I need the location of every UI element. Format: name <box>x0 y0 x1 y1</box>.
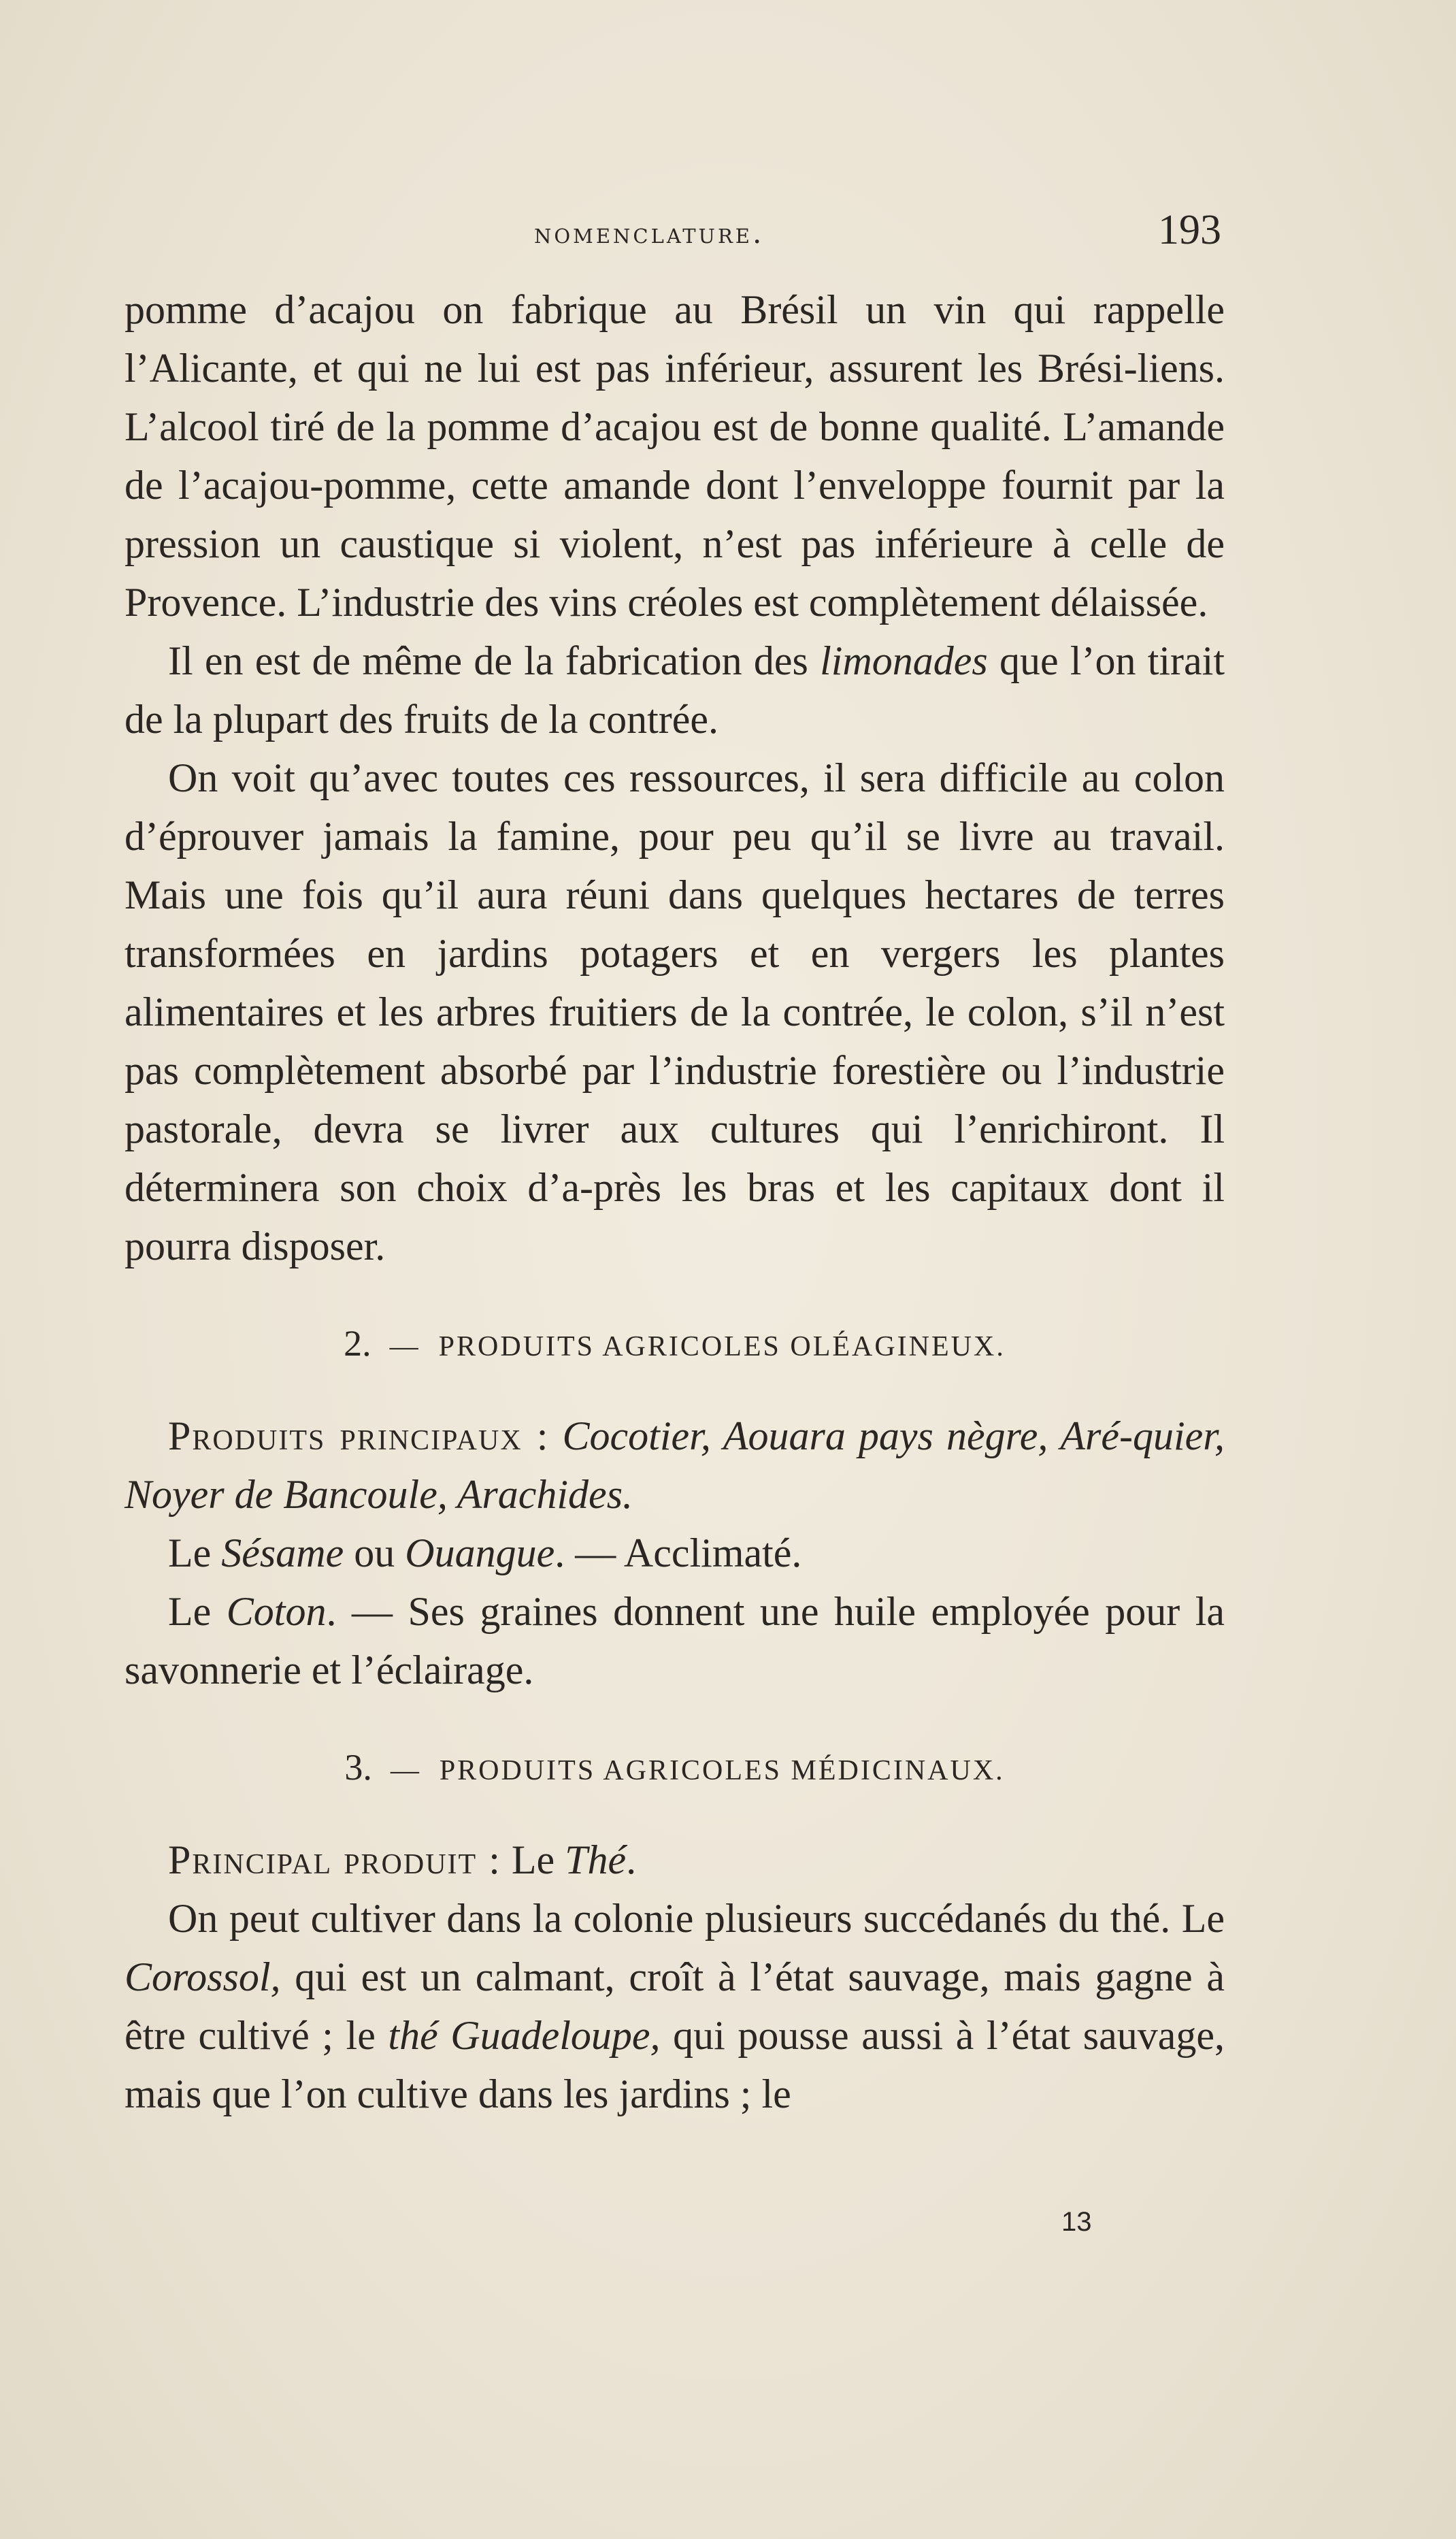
produits-principaux-list: Cocotier, Aouara pays nègre, Aré-quier, Noyer de Bancoule, Arachides. <box>125 1413 1225 1517</box>
paragraph-coton <box>125 1582 1225 1699</box>
sesame-mid: ou <box>344 1530 406 1575</box>
body-text <box>125 280 1225 2123</box>
coton-after: . — Ses graines donnent une huile employée pour la savonnerie et l’éclairage. <box>125 1589 1225 1692</box>
the-italic: Thé <box>565 1837 627 1882</box>
corossol-italic: Corossol, <box>125 1954 281 1999</box>
coton-before: Le <box>168 1589 227 1634</box>
paragraph-ressources: On voit qu’avec toutes ces ressources, il sera difficile au colon d’éprouver jamais la famine, pour peu qu’il se livre au travail. Mais une fois qu’il aura réuni dans quelques hectares de terres transformées en jardins potagers et en vergers les plantes alimentaires et les arbres fruitiers de la contrée, le colon, s’il n’est pas complètement absorbé par l’industrie forestière ou l’industrie pastorale, devra se livrer aux cultures qui l’enrichiront. Il déterminera son choix d’a-près les bras et les capitaux dont il pourra disposer. <box>125 755 1225 1268</box>
paragraph-principal-produit <box>125 1831 1225 1889</box>
section-2-dash: — <box>389 1331 420 1362</box>
ouangue-italic: Ouangue <box>405 1530 555 1575</box>
page-number: 193 <box>1158 207 1221 253</box>
running-title: nomenclature. <box>534 216 765 250</box>
paragraph-acajou: pomme d’acajou on fabrique au Brésil un vin qui rappelle l’Alicante, et qui ne lui est pas inférieur, assurent les Brési-liens. L’alcool tiré de la pomme d’acajou est de bonne qualité. L’amande de l’acajou-pomme, cette amande dont l’enveloppe fournit par la pression un caustique si violent, n’est pas inférieure à celle de Provence. L’industrie des vins créoles est complètement délaissée. <box>125 287 1225 625</box>
signature-mark: 13 <box>1061 2207 1092 2237</box>
paragraph-limonades <box>125 632 1225 749</box>
limonades-before: Il en est de même de la fabrication des <box>168 638 821 683</box>
paragraph-sesame <box>125 1524 1225 1582</box>
section-3-title: PRODUITS AGRICOLES MÉDICINAUX. <box>439 1755 1005 1786</box>
section-2-number: 2. <box>344 1323 371 1364</box>
the-guadeloupe-italic: thé Guadeloupe, <box>388 2013 661 2058</box>
coton-italic: Coton <box>226 1589 327 1634</box>
limonades-italic: limonades <box>820 638 988 683</box>
succedanes-part-3: qui pousse aussi à l’état sauvage, mais que l’on cultive dans les jardins ; le <box>125 2013 1225 2116</box>
sesame-italic: Sésame <box>221 1530 344 1575</box>
paragraph-succedanes <box>125 1889 1225 2123</box>
sesame-after: . — Acclimaté. <box>555 1530 802 1575</box>
paragraph-produits-principaux <box>125 1407 1225 1524</box>
principal-produit-label: Principal produit : <box>168 1837 501 1882</box>
principal-produit-before: Le <box>501 1837 565 1882</box>
section-2-title: PRODUITS AGRICOLES OLÉAGINEUX. <box>438 1331 1006 1362</box>
sesame-before: Le <box>168 1530 222 1575</box>
succedanes-part-1: On peut cultiver dans la colonie plusieurs succédanés du thé. Le <box>168 1896 1225 1941</box>
section-3-dash: — <box>390 1755 421 1786</box>
section-3-number: 3. <box>344 1747 372 1788</box>
section-heading-medicinaux <box>125 1747 1225 1791</box>
limonades-after: que l’on tirait de la plupart des fruits de la contrée. <box>125 638 1225 742</box>
section-heading-oleagineux <box>125 1323 1225 1367</box>
principal-produit-after: . <box>626 1837 637 1882</box>
produits-principaux-label: Produits principaux : <box>168 1413 550 1458</box>
succedanes-part-2: qui est un calmant, croît à l’état sauvage, mais gagne à être cultivé ; le <box>125 1954 1225 2058</box>
